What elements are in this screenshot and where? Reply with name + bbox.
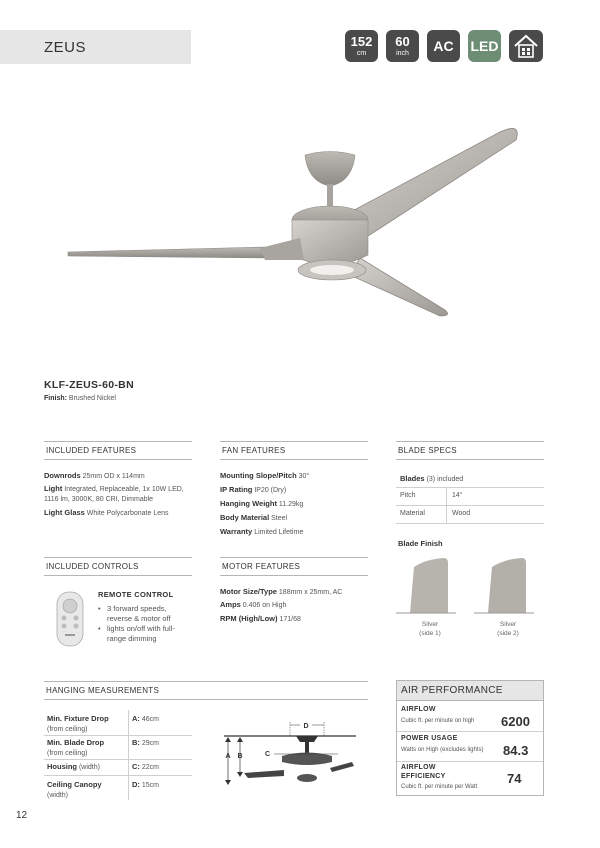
air-performance-box xyxy=(396,701,544,796)
airflow-label: AIRFLOW xyxy=(401,706,436,713)
measure-value-d xyxy=(132,780,159,791)
blade-pitch-key: Pitch xyxy=(400,492,416,499)
airflow-value: 6200 xyxy=(501,714,530,729)
divider xyxy=(44,759,192,760)
measure-label-d xyxy=(47,780,127,801)
diagram-label-a: A xyxy=(225,753,231,760)
airflow-efficiency-sub: Cubic ft. per minute per Watt xyxy=(401,784,478,790)
airflow-efficiency-label: AIRFLOW xyxy=(401,764,436,771)
page-number: 12 xyxy=(16,810,28,821)
remote-feature: • lights on/off with full-range dimming xyxy=(98,624,193,644)
spec-rpm xyxy=(220,614,380,625)
spec-label: Downrods xyxy=(44,471,81,480)
spec-mounting-slope xyxy=(220,471,380,482)
diagram-label-c: C xyxy=(264,751,270,758)
airflow-efficiency-label-2: EFFICIENCY xyxy=(401,773,446,780)
measure-label: Min. Blade Drop xyxy=(47,738,105,747)
measure-label: Housing xyxy=(47,762,77,771)
divider xyxy=(44,735,192,736)
badge-unit: cm xyxy=(356,50,367,57)
divider xyxy=(397,731,543,732)
blade-specs-header: BLADE SPECS xyxy=(396,441,544,460)
spec-label: Amps xyxy=(220,600,241,609)
spec-value: 25mm OD x 114mm xyxy=(82,473,145,480)
hanging-dimension-diagram xyxy=(220,722,360,792)
spec-light-glass xyxy=(44,508,204,519)
divider xyxy=(396,487,544,488)
spec-amps xyxy=(220,600,380,611)
finish-side: (side 1) xyxy=(419,630,441,637)
remote-feature: • 3 forward speeds, reverse & motor off xyxy=(98,604,193,624)
spec-value: IP20 (Dry) xyxy=(254,487,287,494)
spec-light xyxy=(44,484,204,505)
measure-value: 22cm xyxy=(141,764,159,771)
led-badge xyxy=(468,30,501,62)
finish-line xyxy=(44,395,116,402)
spec-body-material xyxy=(220,513,380,524)
airflow-efficiency-value: 74 xyxy=(507,771,522,786)
measure-sub: (from ceiling) xyxy=(47,750,88,757)
diagram-label-d: D xyxy=(303,723,309,730)
spec-value-line2: 1116 lm, 3000K, 80 CRI, Dimmable xyxy=(44,496,154,503)
measure-code: B: xyxy=(132,738,140,747)
badge-unit: inch xyxy=(396,50,409,57)
divider xyxy=(396,505,544,506)
spec-label: Hanging Weight xyxy=(220,499,277,508)
blade-finish-label: Blade Finish xyxy=(398,539,443,548)
finish-name: Silver xyxy=(499,621,517,628)
finish-label: Finish: xyxy=(44,395,67,402)
blade-material-value: Wood xyxy=(452,510,471,517)
measure-code: D: xyxy=(132,780,140,789)
spec-value: White Polycarbonate Lens xyxy=(86,510,169,517)
power-usage-label: POWER USAGE xyxy=(401,735,458,742)
house-icon xyxy=(509,30,543,62)
spec-hanging-weight xyxy=(220,499,380,510)
measure-label-c xyxy=(47,762,127,773)
spec-value: Integrated, Replaceable, 1x 10W LED, xyxy=(64,486,184,493)
finish-value: Brushed Nickel xyxy=(68,395,116,402)
measure-value: 46cm xyxy=(141,716,159,723)
spec-warranty xyxy=(220,527,380,538)
title-bar xyxy=(0,30,191,64)
measure-value: 15cm xyxy=(141,782,159,789)
measure-value-a xyxy=(132,714,159,725)
blade-swatch-side1 xyxy=(396,555,456,615)
divider xyxy=(396,523,544,524)
spec-value: Limited Lifetime xyxy=(254,529,304,536)
spec-label: RPM (High/Low) xyxy=(220,614,278,623)
spec-label: Mounting Slope/Pitch xyxy=(220,471,297,480)
divider xyxy=(397,761,543,762)
measure-label-a xyxy=(47,714,127,735)
diagram-label-b: B xyxy=(237,753,243,760)
spec-value: 171/68 xyxy=(279,616,301,623)
measure-label: Ceiling Canopy xyxy=(47,780,102,789)
blade-material-key: Material xyxy=(400,510,425,517)
spec-downrods xyxy=(44,471,204,482)
badge-value: 152 xyxy=(350,34,373,49)
spec-label: Warranty xyxy=(220,527,253,536)
badge-value: AC xyxy=(433,38,454,54)
power-usage-value: 84.3 xyxy=(503,743,529,758)
blade-swatch-side2 xyxy=(474,555,534,615)
measure-label: Min. Fixture Drop xyxy=(47,714,109,723)
spec-value: 0.406 on High xyxy=(242,602,287,609)
air-performance-header: AIR PERFORMANCE xyxy=(396,680,544,701)
ac-badge xyxy=(427,30,460,62)
spec-value: 11.29kg xyxy=(278,501,304,508)
measure-label-b xyxy=(47,738,127,759)
measure-sub: (width) xyxy=(47,792,69,799)
product-title: ZEUS xyxy=(44,39,87,56)
badge-value: LED xyxy=(470,38,499,54)
included-controls-header: INCLUDED CONTROLS xyxy=(44,557,192,576)
blade-finish-title xyxy=(398,539,443,550)
measure-value: 29cm xyxy=(141,740,159,747)
spec-value: 188mm x 25mm, AC xyxy=(278,589,343,596)
measure-code: A: xyxy=(132,714,140,723)
remote-control-title: REMOTE CONTROL xyxy=(98,590,174,599)
spec-label: Light Glass xyxy=(44,508,85,517)
blade-finish-caption-2 xyxy=(483,620,533,638)
measure-sub: (width) xyxy=(78,764,100,771)
blade-finish-caption-1 xyxy=(405,620,455,638)
finish-side: (side 2) xyxy=(497,630,519,637)
divider xyxy=(128,710,129,800)
fan-features-header: FAN FEATURES xyxy=(220,441,368,460)
spec-label: Body Material xyxy=(220,513,270,522)
blade-pitch-value: 14° xyxy=(452,492,463,499)
spec-motor-size xyxy=(220,587,380,598)
spec-value: Steel xyxy=(271,515,288,522)
motor-features-header: MOTOR FEATURES xyxy=(220,557,368,576)
remote-features-list xyxy=(98,604,193,644)
measure-sub: (from ceiling) xyxy=(47,726,88,733)
diameter-inch-badge xyxy=(386,30,419,62)
airflow-sub: Cubic ft. per minute on high xyxy=(401,718,475,724)
measure-code: C: xyxy=(132,762,140,771)
hanging-measurements-header: HANGING MEASUREMENTS xyxy=(44,681,368,700)
badge-value: 60 xyxy=(395,34,410,49)
measure-value-c xyxy=(132,762,159,773)
divider xyxy=(446,487,447,523)
finish-name: Silver xyxy=(421,621,439,628)
ceiling-fan-image xyxy=(60,110,530,330)
spec-value: (3) included xyxy=(426,476,464,483)
blades-count xyxy=(400,474,540,485)
diameter-cm-badge xyxy=(345,30,378,62)
remote-control-icon xyxy=(53,590,87,648)
included-features-header: INCLUDED FEATURES xyxy=(44,441,192,460)
power-usage-sub: Watts on High (excludes lights) xyxy=(401,747,484,753)
spec-ip-rating xyxy=(220,485,380,496)
spec-label: Blades xyxy=(400,474,425,483)
measure-value-b xyxy=(132,738,159,749)
spec-value: 30° xyxy=(298,473,310,480)
spec-label: Motor Size/Type xyxy=(220,587,277,596)
divider xyxy=(44,775,192,776)
spec-label: Light xyxy=(44,484,63,493)
model-number: KLF-ZEUS-60-BN xyxy=(44,379,134,391)
spec-label: IP Rating xyxy=(220,485,253,494)
